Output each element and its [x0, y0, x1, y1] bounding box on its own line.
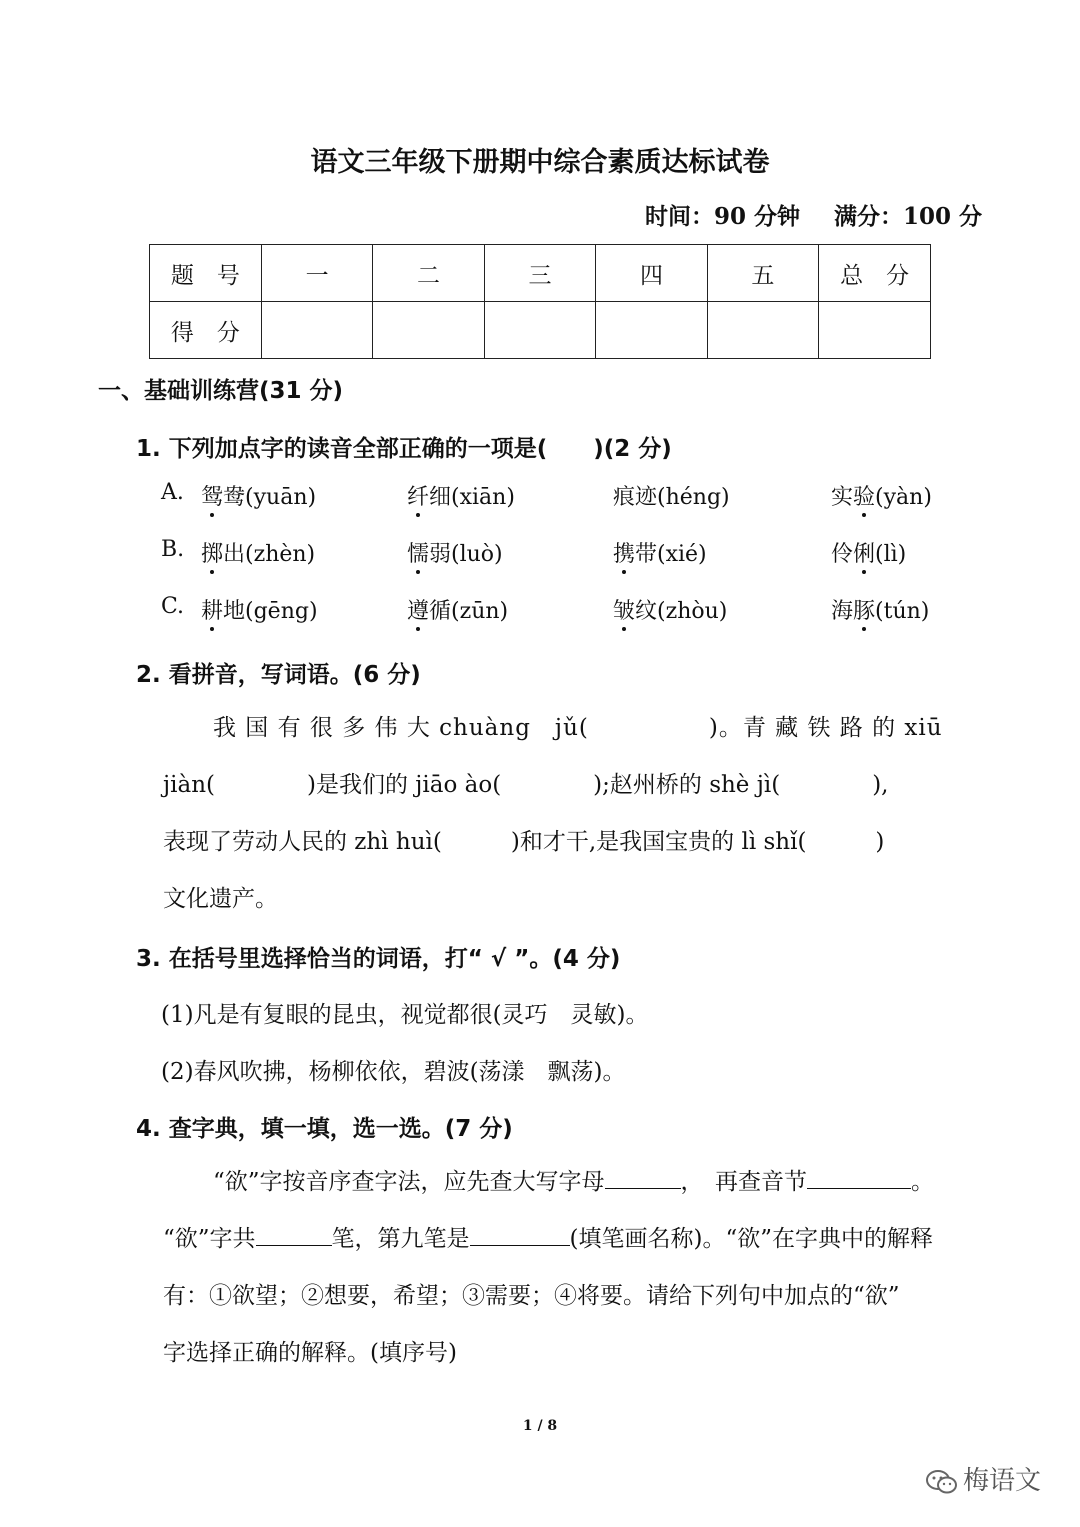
question-2-stem: 2. 看拼音，写词语。(6 分) — [136, 662, 421, 688]
question-1-stem: 1. 下列加点字的读音全部正确的一项是( )(2 分) — [136, 436, 672, 462]
question-4-text: (填笔画名称)。“欲”在字典中的解释 — [569, 1226, 933, 1252]
option-label: C. — [161, 594, 185, 619]
option-word — [613, 594, 727, 625]
question-1-option-row — [161, 594, 981, 630]
score-header-cell: 四 — [596, 245, 707, 302]
question-2-line: jiàn( )是我们的 jiāo ào( );赵州桥的 shè jì( ), — [163, 772, 889, 798]
question-3-item-2: (2)春风吹拂，杨柳依依，碧波(荡漾 飘荡)。 — [161, 1059, 626, 1085]
option-word — [407, 594, 508, 625]
score-cell — [484, 302, 595, 359]
question-4-stem: 4. 查字典，填一填，选一选。(7 分) — [136, 1116, 513, 1142]
option-word — [407, 537, 503, 568]
question-4-para-4: 字选择正确的解释。(填序号) — [163, 1340, 457, 1366]
wechat-icon — [925, 1469, 959, 1495]
page-title: 语文三年级下册期中综合素质达标试卷 — [310, 147, 770, 178]
dotted-char: 皱 — [613, 599, 636, 624]
answer-blank[interactable] — [470, 1223, 570, 1246]
answer-blank[interactable] — [256, 1223, 332, 1246]
question-4-para-3: 有：①欲望；②想要，希望；③需要；④将要。请给下列句中加点的“欲” — [163, 1283, 900, 1309]
word-char: 海 — [831, 599, 854, 624]
option-word — [831, 594, 929, 625]
question-4-text: “欲”字共 — [163, 1226, 256, 1252]
watermark — [925, 1460, 1041, 1497]
score-cell — [819, 302, 931, 359]
score-header-cell: 三 — [484, 245, 595, 302]
question-4-text: 。 — [911, 1169, 935, 1195]
score-header-cell: 总 分 — [819, 245, 931, 302]
dotted-char: 俐 — [853, 542, 876, 567]
score-table-header-row — [150, 245, 931, 302]
answer-blank[interactable] — [605, 1166, 681, 1189]
answer-blank[interactable] — [807, 1166, 911, 1189]
option-word — [407, 480, 515, 511]
dotted-char: 验 — [853, 485, 876, 510]
word-char: 实 — [831, 485, 854, 510]
score-header-cell: 五 — [707, 245, 818, 302]
dotted-char: 鸳 — [201, 485, 224, 510]
score-header-cell: 题 号 — [150, 245, 262, 302]
word-char: 痕 — [613, 485, 636, 510]
score-cell — [596, 302, 707, 359]
word-rest: 鸯(yuān) — [223, 485, 317, 510]
word-rest: 带(xié) — [635, 542, 707, 567]
page-number: 1 / 8 — [522, 1418, 558, 1434]
option-word — [201, 480, 316, 511]
question-4-text: 笔，第九笔是 — [331, 1226, 470, 1252]
score-cell — [261, 302, 372, 359]
question-3-item-1: (1)凡是有复眼的昆虫，视觉都很(灵巧 灵敏)。 — [161, 1002, 649, 1028]
score-header-cell: 二 — [373, 245, 484, 302]
word-rest: 迹(héng) — [635, 485, 730, 510]
option-label: A. — [161, 480, 184, 505]
option-label: B. — [161, 537, 185, 562]
word-rest: 纹(zhòu) — [635, 599, 728, 624]
option-word — [831, 537, 906, 568]
dotted-char: 掷 — [201, 542, 224, 567]
question-2-line: 文化遗产。 — [163, 886, 278, 912]
word-char: 伶 — [831, 542, 854, 567]
question-2-line: 我 国 有 很 多 伟 大 chuàng jǔ( )。青 藏 铁 路 的 xiū — [213, 715, 943, 741]
question-1-option-row — [161, 480, 981, 516]
option-word — [201, 594, 318, 625]
word-rest: (yàn) — [875, 485, 932, 510]
watermark-text: 梅语文 — [963, 1466, 1042, 1496]
word-rest: 循(zūn) — [429, 599, 509, 624]
word-rest: 细(xiān) — [429, 485, 515, 510]
score-cell — [707, 302, 818, 359]
score-table — [149, 244, 931, 359]
dotted-char: 遵 — [407, 599, 430, 624]
question-1-option-row — [161, 537, 981, 573]
question-2-line: 表现了劳动人民的 zhì huì( )和才干,是我国宝贵的 lì shǐ( ) — [163, 829, 885, 855]
dotted-char: 纤 — [407, 485, 430, 510]
dotted-char: 携 — [613, 542, 636, 567]
question-4-para-1 — [163, 1154, 983, 1211]
dotted-char: 耕 — [201, 599, 224, 624]
word-rest: (tún) — [875, 599, 930, 624]
option-word — [613, 537, 707, 568]
word-rest: 弱(luò) — [429, 542, 503, 567]
score-cell — [373, 302, 484, 359]
section-heading: 一、基础训练营(31 分) — [98, 378, 344, 404]
full-score: 满分：100 分 — [833, 203, 982, 230]
time-limit: 时间：90 分钟 — [644, 203, 800, 230]
question-3-stem: 3. 在括号里选择恰当的词语，打“ √ ”。(4 分) — [136, 946, 621, 972]
option-word — [613, 480, 730, 511]
score-header-cell: 一 — [261, 245, 372, 302]
option-word — [201, 537, 315, 568]
word-rest: 地(gēng) — [223, 599, 318, 624]
exam-meta — [619, 198, 982, 231]
word-rest: (lì) — [875, 542, 907, 567]
question-4-text: ， 再查音节 — [680, 1169, 808, 1195]
score-table-score-row — [150, 302, 931, 359]
word-rest: 出(zhèn) — [223, 542, 316, 567]
dotted-char: 懦 — [407, 542, 430, 567]
dotted-char: 豚 — [853, 599, 876, 624]
question-4-text: “欲”字按音序查字法，应先查大写字母 — [213, 1169, 605, 1195]
question-4-para-2 — [163, 1211, 983, 1268]
option-word — [831, 480, 932, 511]
score-row-label: 得 分 — [150, 302, 262, 359]
